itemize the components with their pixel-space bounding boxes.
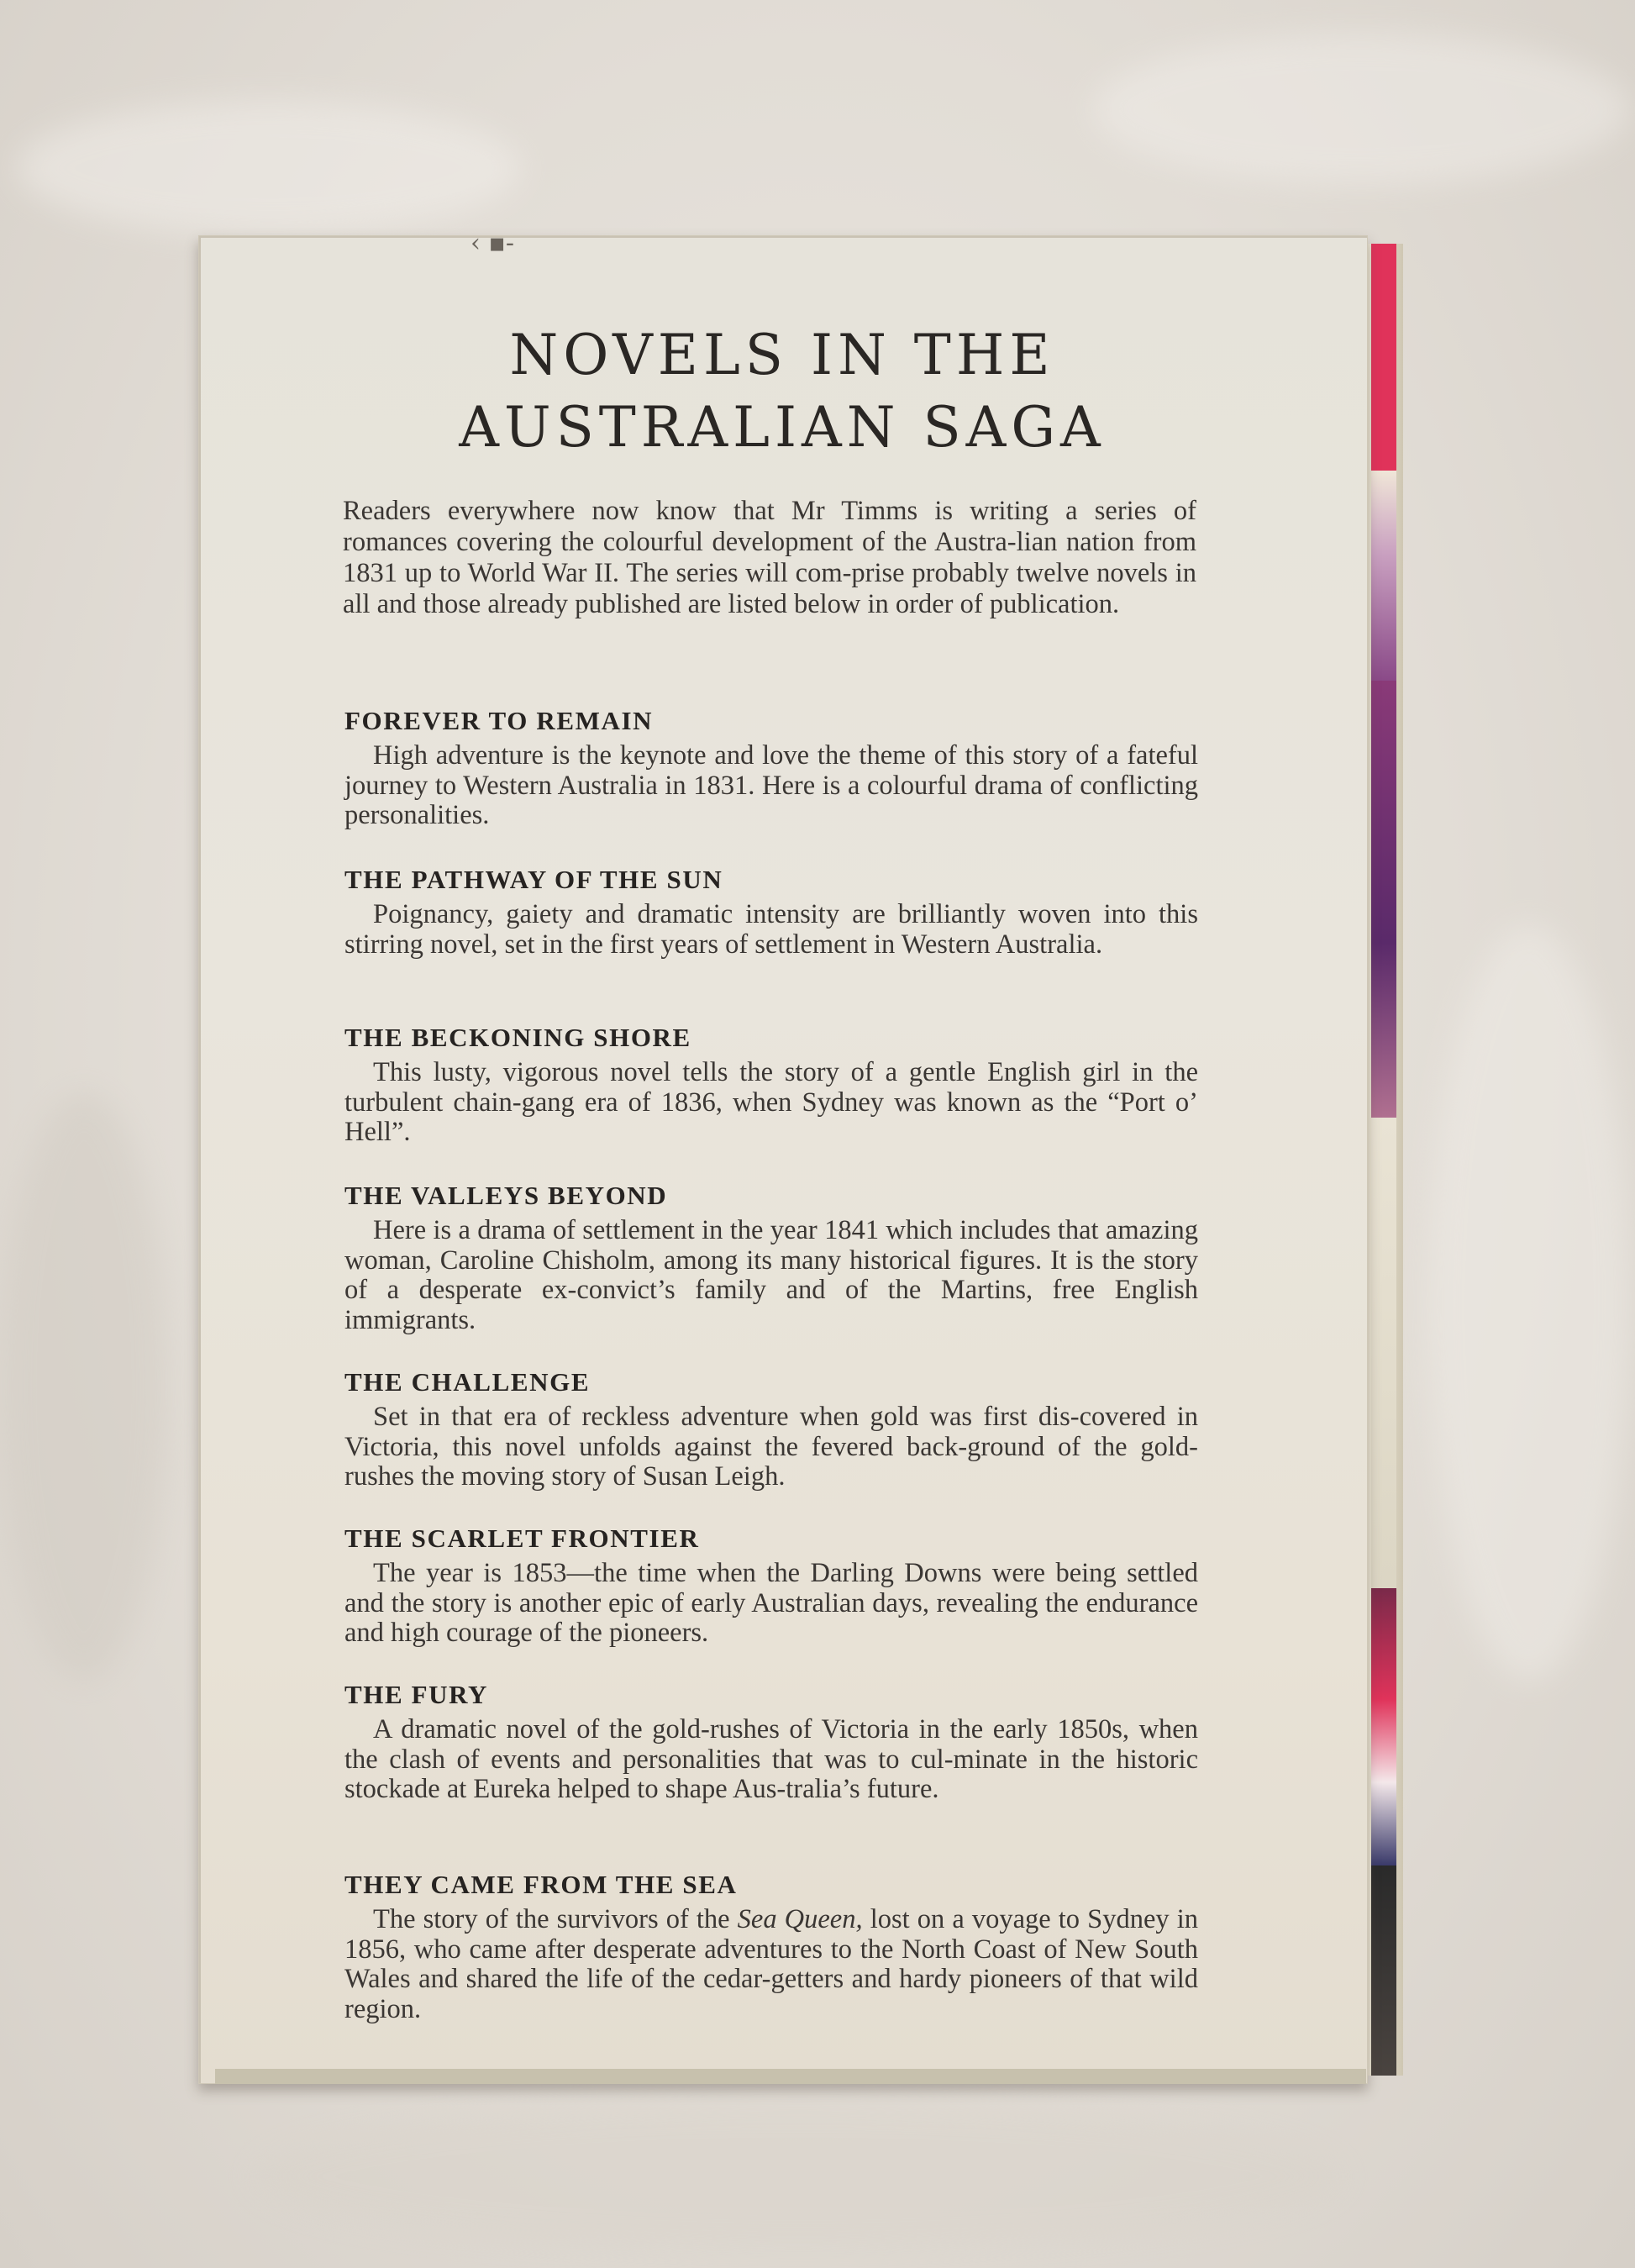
description-text: lost on a voyage to Sydney in 1856, who came after desperate adventures to the North Coast of New South Wales and shared the life of the cedar-getters and hardy pioneers of that wild region. xyxy=(344,1904,1199,2024)
novel-title: THE PATHWAY OF THE SUN xyxy=(344,865,723,894)
spine-light-band xyxy=(1371,1118,1396,1588)
novel-title: FOREVER TO REMAIN xyxy=(344,706,654,735)
novel-description: The year is 1853—the time when the Darling Downs were being settled and the story is another epic of early Australian days, revealing the endurance and high courage of the pioneers. xyxy=(344,1558,1198,1648)
fabric-fold xyxy=(1092,34,1630,185)
spine-lower-band xyxy=(1371,1588,1396,1865)
novel-description: Poignancy, gaiety and dramatic intensity are brilliantly woven into this stirring novel, set in the first years of settlement in Western Australia. xyxy=(344,899,1198,960)
spine-red-band xyxy=(1371,244,1396,471)
novel-entry xyxy=(344,1364,1198,1508)
fabric-fold xyxy=(252,2101,1344,2252)
novel-entry xyxy=(344,1177,1198,1352)
cover-tear-mark: ‹ ▪- xyxy=(471,229,515,258)
novel-title: THE SCARLET FRONTIER xyxy=(344,1523,700,1553)
novel-list xyxy=(344,703,1198,2023)
spine-purple-band xyxy=(1371,681,1396,1118)
novel-entry xyxy=(344,861,1198,1008)
novel-title: THE BECKONING SHORE xyxy=(344,1023,691,1052)
novel-description xyxy=(344,1905,1198,2024)
cover-bottom-edge xyxy=(215,2069,1366,2084)
description-text: The story of the survivors of the xyxy=(373,1904,738,1934)
novel-entry xyxy=(344,1520,1198,1665)
novel-description: A dramatic novel of the gold-rushes of Victoria in the early 1850s, when the clash of events and personalities that was to cul-minate in the historic stockade at Eureka helped to shape Aus-tralia’s future. xyxy=(344,1714,1198,1804)
spine-dark-band xyxy=(1371,1865,1396,2076)
novel-entry xyxy=(344,1866,1199,2024)
intro-paragraph: Readers everywhere now know that Mr Timms is writing a series of romances covering the colourful development of the Austra-lian nation from 1831 up to World War II. The series will com-prise probably twelve novels in all and those already published are listed below in order of publication. xyxy=(343,496,1196,619)
novel-description: Here is a drama of settlement in the year 1841 which includes that amazing woman, Caroline Chisholm, among its many historical figures. It is the story of a desperate ex-convict’s family and of the Martins, free English immigrants. xyxy=(344,1215,1198,1335)
title-line-2: AUSTRALIAN SAGA xyxy=(459,395,1106,460)
novel-title: THE CHALLENGE xyxy=(344,1367,591,1397)
novel-title: THE FURY xyxy=(344,1680,489,1709)
title-line-1: NOVELS IN THE xyxy=(509,323,1055,387)
novel-description: High adventure is the keynote and love the theme of this story of a fateful journey to Western Australia in 1831. Here is a colourful drama of conflicting personalities. xyxy=(344,740,1198,830)
spine-pattern-band xyxy=(1371,471,1396,681)
novel-entry xyxy=(344,1676,1198,1855)
fabric-fold xyxy=(0,1092,168,1681)
fabric-fold xyxy=(17,101,521,235)
novel-description: Set in that era of reckless adventure when gold was first dis-covered in Victoria, this novel unfolds against the fevered back-ground of the gold-rushes the moving story of Susan Leigh. xyxy=(344,1402,1198,1492)
fabric-fold xyxy=(1428,924,1630,1681)
ship-name: Sea Queen, xyxy=(737,1904,863,1934)
novel-entry xyxy=(344,703,1198,850)
novel-entry xyxy=(344,1019,1198,1166)
novel-title: THEY CAME FROM THE SEA xyxy=(344,1870,738,1899)
page-title xyxy=(198,319,1366,464)
novel-description: This lusty, vigorous novel tells the story of a gentle English girl in the turbulent chain-gang era of 1836, when Sydney was known as the “Port o’ Hell”. xyxy=(344,1057,1198,1147)
novel-title: THE VALLEYS BEYOND xyxy=(344,1181,668,1210)
